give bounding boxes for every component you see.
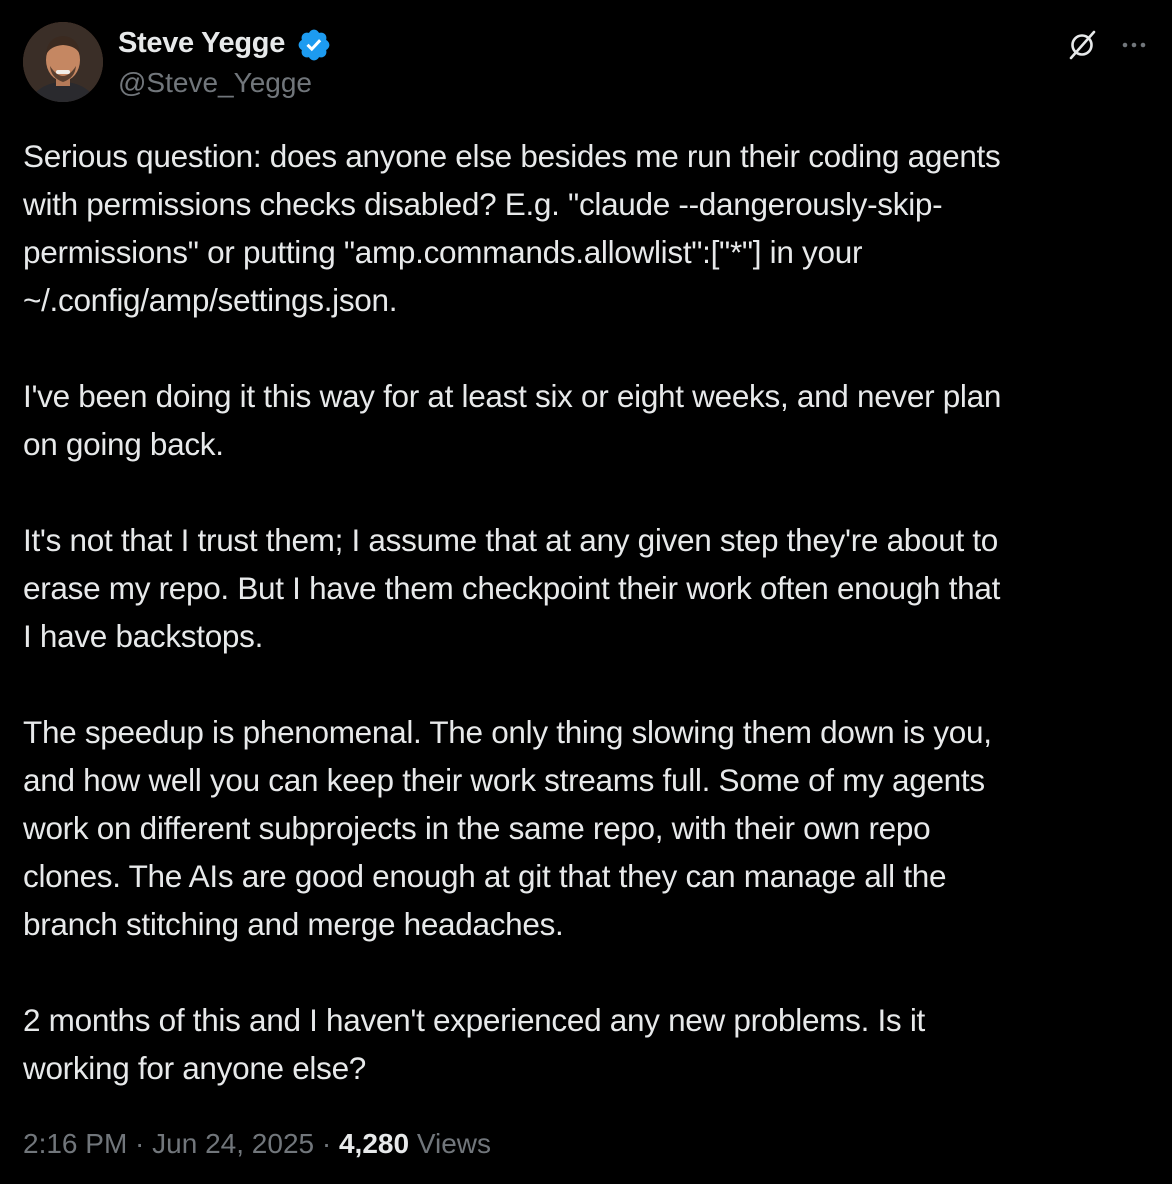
author-avatar[interactable] xyxy=(23,22,103,102)
views-label: Views xyxy=(416,1128,492,1159)
tweet-paragraph: I've been doing it this way for at least six or eight weeks, and never plan on going back. xyxy=(23,378,1002,462)
meta-separator: · xyxy=(127,1128,153,1159)
verified-badge-icon xyxy=(296,27,332,63)
more-options-icon[interactable] xyxy=(1116,27,1152,63)
tweet-paragraph: The speedup is phenomenal. The only thing slowing them down is you, and how well you can keep their work streams full. Some of my agents work on different subprojects in the same repo, with their own repo clones. The AIs are good enough at git that they can manage all the branch stitching and merge headaches. xyxy=(23,714,992,942)
author-name[interactable]: Steve Yegge xyxy=(118,27,286,59)
tweet-text xyxy=(23,132,1153,1092)
tweet-paragraph: It's not that I trust them; I assume that at any given step they're about to erase my repo. But I have them checkpoint their work often enough that I have backstops. xyxy=(23,522,1001,654)
grok-icon[interactable] xyxy=(1064,27,1100,63)
views-count[interactable]: 4,280 xyxy=(338,1128,410,1159)
avatar-photo-icon xyxy=(23,22,103,102)
meta-separator: · xyxy=(314,1128,339,1159)
tweet-paragraph: 2 months of this and I haven't experienced any new problems. Is it working for anyone else? xyxy=(23,1002,925,1086)
author-handle[interactable]: @Steve_Yegge xyxy=(118,67,312,98)
tweet-meta xyxy=(23,1122,491,1166)
tweet-date[interactable]: Jun 24, 2025 xyxy=(152,1128,315,1159)
tweet-paragraph: Serious question: does anyone else besides me run their coding agents with permissions checks disabled? E.g. "claude --dangerously-skip- permissions" or putting "amp.commands.allowlist":["*"] in your ~/.config/amp/settings.json. xyxy=(23,138,1001,318)
tweet-time[interactable]: 2:16 PM xyxy=(23,1128,128,1159)
